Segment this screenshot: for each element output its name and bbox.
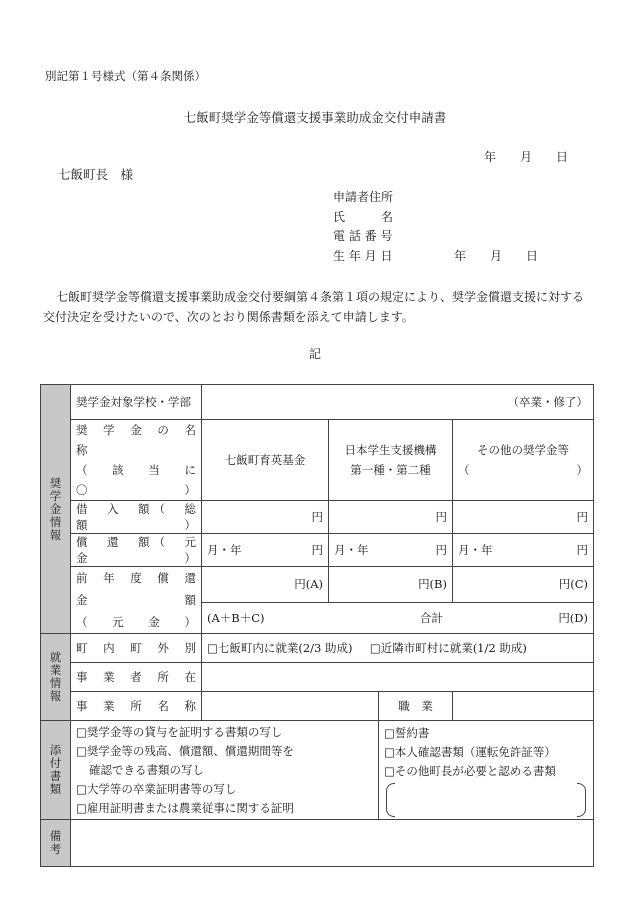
attachments-left [71, 721, 379, 820]
section-scholarship: 奨学金情報 [41, 385, 71, 634]
employer-address-label: 事 業 者 所 在 [71, 663, 202, 692]
section-employment: 就業情報 [41, 634, 71, 721]
total-label: 合計 [419, 610, 443, 625]
occupation-field[interactable] [453, 692, 594, 721]
applicant-address-label: 申請者住所 [333, 190, 394, 204]
other-docs-bracket-field[interactable] [384, 783, 588, 817]
attach-balance-docs[interactable]: □奨学金等の残高、償還額、償還期間等を [76, 743, 294, 758]
applicant-birth-label: 生 年 月 日 [333, 249, 393, 263]
work-location-options [202, 634, 594, 663]
repayment-amount-label: 償 還 額（ 元 金 ） [71, 534, 202, 567]
attach-balance-docs-cont: 確認できる書類の写し [89, 762, 204, 777]
loan-amount-b[interactable]: 円 [329, 501, 453, 534]
attach-graduation-cert[interactable]: □大学等の卒業証明書等の写し [76, 781, 237, 796]
section-remarks: 備考 [41, 820, 71, 867]
application-form-table [40, 384, 594, 867]
prev-year-c[interactable]: 円(C) [453, 567, 594, 603]
remarks-field[interactable] [71, 820, 594, 867]
sum-formula: (A＋B＋C) [207, 610, 265, 625]
col-nanae-fund[interactable]: 七飯町育英基金 [202, 420, 329, 501]
prev-year-b[interactable]: 円(B) [329, 567, 453, 603]
applicant-phone-label: 電 話 番 号 [333, 229, 393, 243]
work-location-label: 町 内 町 外 別 [71, 634, 202, 663]
option-neighbor-town[interactable]: □近隣市町村に就業(1/2 助成) [369, 641, 527, 655]
col-jasso[interactable]: 日本学生支援機構 第一種・第二種 [329, 420, 453, 501]
employer-name-field[interactable] [202, 692, 379, 721]
repayment-amount-c[interactable]: 月・年 円 [453, 534, 594, 567]
section-attachments: 添付書類 [41, 721, 71, 820]
applicant-name-label: 氏 名 [333, 210, 394, 224]
prev-year-total[interactable] [202, 602, 594, 633]
school-field[interactable] [202, 385, 594, 420]
loan-amount-a[interactable]: 円 [202, 501, 329, 534]
ki-heading: 記 [308, 347, 321, 361]
attach-id-docs[interactable]: □本人確認書類（運転免許証等） [384, 744, 556, 759]
body-text: 七飯町奨学金等償還支援事業助成金交付要綱第４条第１項の規定により、奨学金償還支援に対する交付決定を受けたいので、次のとおり関係書類を添えて申請します。 [43, 290, 585, 324]
school-label: 奨学金対象学校・学部 [71, 385, 202, 420]
attach-other-docs[interactable]: □その他町長が必要と認める書類 [384, 763, 556, 778]
loan-amount-c[interactable]: 円 [453, 501, 594, 534]
attach-pledge[interactable]: □誓約書 [384, 725, 430, 740]
applicant-birth-date[interactable]: 年 月 日 [454, 249, 539, 263]
page-title: 七飯町奨学金等償還支援事業助成金交付申請書 [183, 110, 447, 125]
total-value: 円(D) [558, 610, 589, 625]
attach-loan-proof[interactable]: □奨学金等の貸与を証明する書類の写し [76, 724, 283, 739]
graduation-note: （卒業・修了） [507, 395, 589, 409]
loan-amount-label: 借 入 額（ 総 額 ） [71, 501, 202, 534]
repayment-amount-a[interactable]: 月・年 円 [202, 534, 329, 567]
form-number: 別記第１号様式（第４条関係） [45, 69, 206, 83]
attach-employment-cert[interactable]: □雇用証明書または農業従事に関する証明 [76, 800, 294, 815]
scholarship-name-label: 奨 学 金 の 名 称 （ 該 当 に 〇 ） [71, 420, 202, 501]
prev-year-a[interactable]: 円(A) [202, 567, 329, 603]
employer-address-field[interactable] [202, 663, 594, 692]
repayment-amount-b[interactable]: 月・年 円 [329, 534, 453, 567]
employer-name-label: 事 業 所 名 称 [71, 692, 202, 721]
addressee: 七飯町長 様 [58, 167, 134, 182]
occupation-label: 職 業 [379, 692, 453, 721]
col-other[interactable]: その他の奨学金等 （ ） [453, 420, 594, 501]
prev-year-repayment-label: 前 年 度 償 還 金 額 （ 元 金 ） [71, 567, 202, 634]
application-date[interactable]: 年 月 日 [484, 150, 569, 164]
attachments-right [379, 721, 594, 820]
option-in-town[interactable]: □七飯町内に就業(2/3 助成) [207, 641, 353, 655]
